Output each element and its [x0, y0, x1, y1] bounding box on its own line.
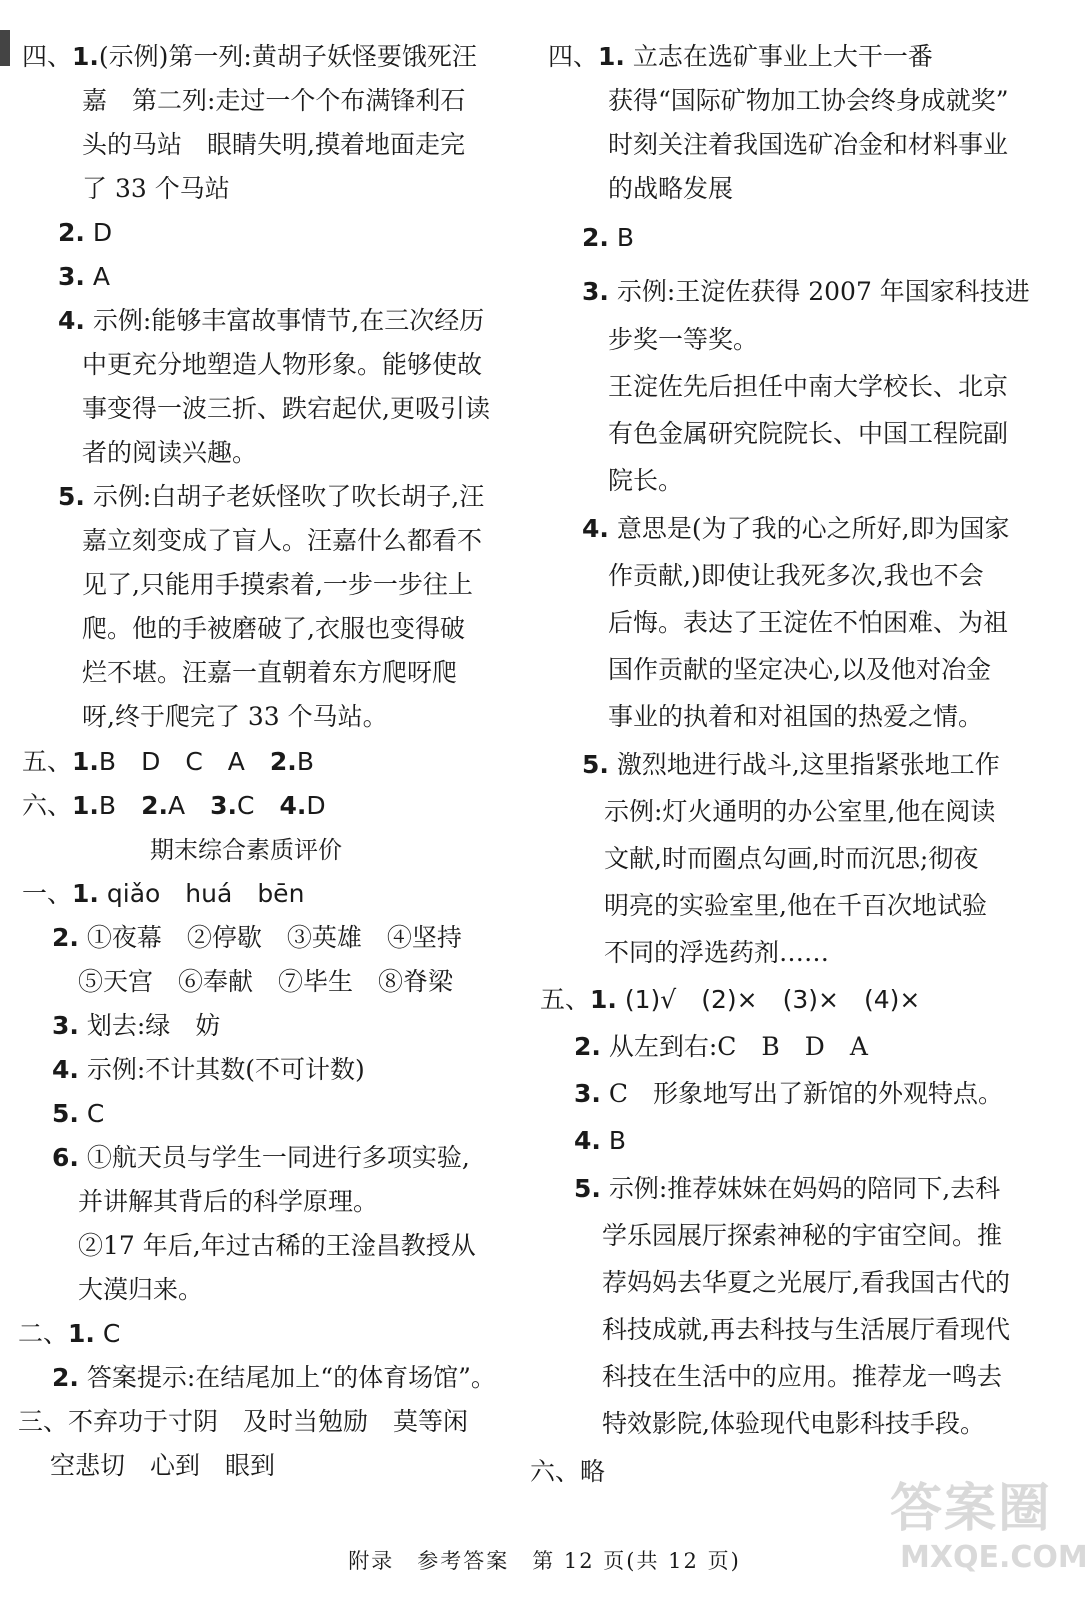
answer-line: 院长。 [608, 466, 684, 495]
answer-line: 明亮的实验室里,他在千百次地试验 [604, 891, 987, 920]
answer-line: 3. 示例:王淀佐获得 2007 年国家科技进 [582, 277, 1030, 306]
answer-line: 四、1.(示例)第一列:黄胡子妖怪要饿死汪 [22, 42, 477, 71]
answer-line: 爬。他的手被磨破了,衣服也变得破 [82, 614, 465, 643]
answer-line: 国作贡献的坚定决心,以及他对冶金 [608, 655, 991, 684]
answer-line: 中更充分地塑造人物形象。能够使故 [82, 350, 483, 379]
answer-line: 五、1. (1)√ (2)× (3)× (4)× [540, 985, 921, 1014]
answer-line: 步奖一等奖。 [608, 325, 759, 354]
answer-line: 科技在生活中的应用。推荐龙一鸣去 [602, 1362, 1003, 1391]
answer-line: 3. A [58, 262, 110, 291]
answer-line: 二、1. C [18, 1319, 121, 1348]
answer-line: 2. 从左到右:C B D A [574, 1032, 868, 1061]
answer-line: 2. 答案提示:在结尾加上“的体育场馆”。 [52, 1363, 496, 1392]
answer-line: 并讲解其背后的科学原理。 [78, 1187, 379, 1216]
answer-line: 学乐园展厅探索神秘的宇宙空间。推 [602, 1221, 1003, 1250]
answer-line: 5. 激烈地进行战斗,这里指紧张地工作 [582, 750, 1000, 779]
answer-line: 事业的执着和对祖国的热爱之情。 [608, 702, 984, 731]
answer-line: 5. 示例:白胡子老妖怪吹了吹长胡子,汪 [58, 482, 485, 511]
answer-line: 了 33 个马站 [82, 174, 230, 203]
answer-line: 获得“国际矿物加工协会终身成就奖” [608, 86, 1009, 115]
answer-line: 科技成就,再去科技与生活展厅看现代 [602, 1315, 1010, 1344]
answer-line: 4. 意思是(为了我的心之所好,即为国家 [582, 514, 1010, 543]
watermark-logo-text: 答案圈 [890, 1479, 1053, 1539]
answer-line: 4. B [574, 1126, 627, 1155]
answer-line: 3. 划去:绿 妨 [52, 1011, 221, 1040]
answer-line: 6. ①航天员与学生一同进行多项实验, [52, 1143, 470, 1172]
answer-line: 有色金属研究院院长、中国工程院副 [608, 419, 1009, 448]
answer-line: 的战略发展 [608, 174, 734, 203]
answer-line: 四、1. 立志在选矿事业上大干一番 [548, 42, 933, 71]
answer-line: 时刻关注着我国选矿冶金和材料事业 [608, 130, 1009, 159]
answer-line: 王淀佐先后担任中南大学校长、北京 [608, 372, 1009, 401]
answer-line: 见了,只能用手摸索着,一步一步往上 [82, 570, 473, 599]
answer-line: 六、1.B 2.A 3.C 4.D [22, 791, 326, 820]
answer-line: 烂不堪。汪嘉一直朝着东方爬呀爬 [82, 658, 458, 687]
answer-line: 六、略 [530, 1457, 606, 1486]
answer-line: ②17 年后,年过古稀的王淦昌教授从 [78, 1231, 476, 1260]
answer-line: 2. D [58, 218, 113, 247]
answer-line: 4. 示例:不计其数(不可计数) [52, 1055, 365, 1084]
answer-line: 5. 示例:推荐妹妹在妈妈的陪同下,去科 [574, 1174, 1001, 1203]
answer-line: 文献,时而圈点勾画,时而沉思;彻夜 [604, 844, 979, 873]
answer-line: 2. B [582, 223, 635, 252]
answer-line: 一、1. qiǎo huá bēn [22, 879, 305, 908]
exam-title: 期末综合素质评价 [150, 836, 342, 864]
answer-line: 五、1.B D C A 2.B [22, 747, 314, 776]
answer-line: 后悔。表达了王淀佐不怕困难、为祖 [608, 608, 1009, 637]
watermark-url: MXQE.COM [900, 1540, 1088, 1575]
answer-line: 4. 示例:能够丰富故事情节,在三次经历 [58, 306, 485, 335]
answer-line: 嘉 第二列:走过一个个布满锋利石 [82, 86, 466, 115]
answer-line: 3. C 形象地写出了新馆的外观特点。 [574, 1079, 1003, 1108]
answer-line: 特效影院,体验现代电影科技手段。 [602, 1409, 985, 1438]
answer-line: ⑤天宫 ⑥奉献 ⑦毕生 ⑧脊梁 [78, 967, 454, 996]
site-watermark [890, 1478, 1088, 1588]
answer-line: 呀,终于爬完了 33 个马站。 [82, 702, 388, 731]
answer-line: 三、不弃功于寸阴 及时当勉励 莫等闲 [18, 1407, 469, 1436]
answer-line: 头的马站 眼睛失明,摸着地面走完 [82, 130, 465, 159]
answer-line: 荐妈妈去华夏之光展厅,看我国古代的 [602, 1268, 1010, 1297]
page-edge-mark [0, 30, 10, 66]
answer-line: 作贡献,)即使让我死多次,我也不会 [608, 561, 984, 590]
answer-line: 大漠归来。 [78, 1275, 204, 1304]
answer-line: 2. ①夜幕 ②停歇 ③英雄 ④坚持 [52, 923, 462, 952]
answer-line: 不同的浮选药剂…… [604, 938, 830, 967]
answer-line: 示例:灯火通明的办公室里,他在阅读 [604, 797, 996, 826]
answer-line: 5. C [52, 1099, 105, 1128]
answer-line: 空悲切 心到 眼到 [50, 1451, 276, 1480]
answer-line: 嘉立刻变成了盲人。汪嘉什么都看不 [82, 526, 483, 555]
page-footer: 附录 参考答案 第 12 页(共 12 页) [348, 1549, 741, 1573]
answer-line: 事变得一波三折、跌宕起伏,更吸引读 [82, 394, 490, 423]
answer-line: 者的阅读兴趣。 [82, 438, 258, 467]
